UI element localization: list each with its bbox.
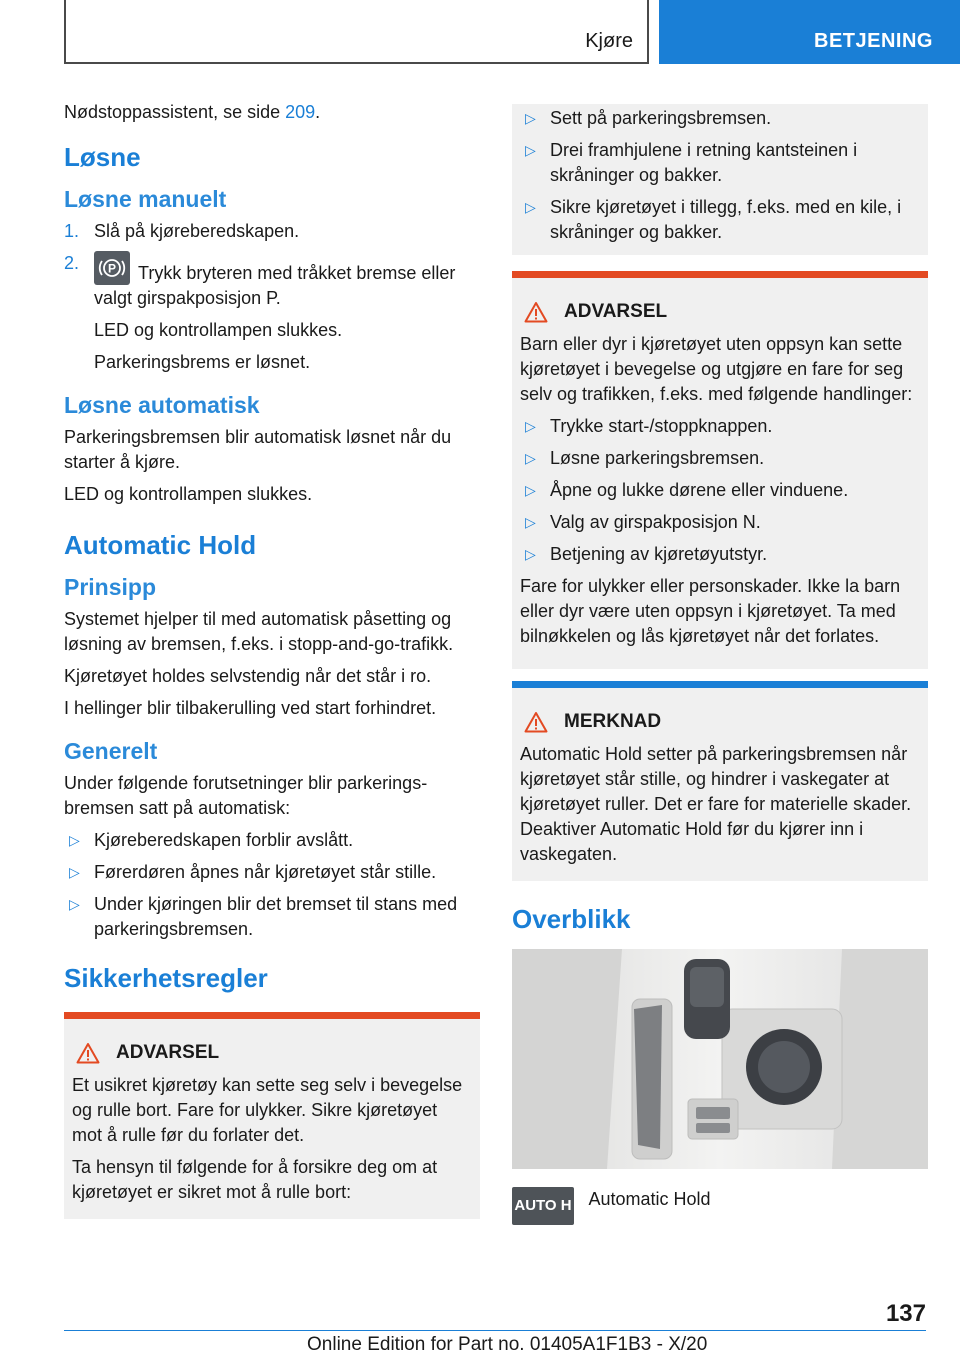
bullet-triangle-icon: ▷ [525,546,536,562]
note-box [512,681,928,881]
step-sub-text: LED og kontrollampen slukkes. [94,320,343,340]
bullet-triangle-icon: ▷ [525,514,536,530]
heading-losne-manuelt: Løsne manuelt [64,186,227,212]
list-item-text: Sikre kjøretøyet i tillegg, f.eks. med en kile, i skråninger og bakker. [550,197,902,242]
bullet-triangle-icon: ▷ [525,110,536,126]
warning-title [72,1041,472,1065]
warning-box-left [64,1012,480,1219]
warning-paragraph-2: Fare for ulykker eller personskader. Ikke la barn eller dyr være uten oppsyn i kjøretøyet. Ta med bilnøkkelen og lås kjøretøyet når det forlates. [520,576,901,646]
list-item-text: Drei framhjulene i retning kantsteinen i skråninger og bakker. [550,140,858,185]
step-2 [64,251,480,311]
auto-paragraph-2: LED og kontrollampen slukkes. [64,484,313,504]
prinsipp-paragraph-3: I hellinger blir tilbakerulling ved start forhindret. [64,698,437,718]
list-item [520,106,920,131]
warning-triangle-icon [76,1042,100,1064]
list-item [520,478,920,503]
list-item-text: Trykke start-/stoppknappen. [550,416,773,436]
list-item [64,828,480,853]
footer-edition: Online Edition for Part no. 01405A1F1B3 - X/20 [307,1334,708,1355]
list-item-text: Kjøreberedskapen forblir avslått. [94,830,354,850]
list-item [520,195,920,245]
left-column [64,100,480,1219]
autoh-caption: Automatic Hold [588,1189,711,1209]
bullet-triangle-icon: ▷ [69,832,80,848]
step-number: 1. [64,221,80,241]
list-item-text: Under kjøringen blir det bremset til stans med parkeringsbremsen. [94,894,458,939]
step-number: 2. [64,253,80,273]
note-title [520,710,920,734]
bullet-triangle-icon: ▷ [69,864,80,880]
header-section: BETJENING [814,30,933,52]
warning-title-text: ADVARSEL [564,301,668,322]
prinsipp-paragraph-1: Systemet hjelper til med automatisk påsetting og løsning av bremsen, f.eks. i stopp-and-go-trafikk. [64,609,454,654]
generelt-paragraph: Under følgende forutsetninger blir parkeringsbremsen satt på automatisk: [64,773,428,818]
header-chapter-box [64,0,649,64]
list-item-text: Åpne og lukke dørene eller vinduene. [550,480,849,500]
warning-paragraph-1: Barn eller dyr i kjøretøyet uten oppsyn kan sette kjøretøyet i bevegelse og utgjøre en fare for seg selv og trafikken, f.eks. med følgende handlinger: [520,334,913,404]
footer-divider [64,1330,926,1331]
heading-overblikk: Overblikk [512,904,631,934]
intro-text: Nødstoppassistent, se side [64,102,286,122]
bullet-triangle-icon: ▷ [525,142,536,158]
list-item [520,138,920,188]
list-item-text: Valg av girspakposisjon N. [550,512,761,532]
continued-list-box [512,104,928,255]
bullet-triangle-icon: ▷ [525,418,536,434]
note-title-text: MERKNAD [564,711,662,732]
intro-end: . [315,102,321,122]
list-item-text: Sett på parkeringsbremsen. [550,108,772,128]
auto-paragraph-1: Parkeringsbremsen blir automatisk løsnet når du starter å kjøre. [64,427,452,472]
step-1 [64,219,480,244]
list-item-text: Førerdøren åpnes når kjøretøyet står stille. [94,862,437,882]
heading-prinsipp: Prinsipp [64,574,157,600]
step-text: Slå på kjøreberedskapen. [94,221,300,241]
heading-sikkerhetsregler: Sikkerhetsregler [64,963,268,993]
list-item [64,860,480,885]
list-item-text: Betjening av kjøretøyutstyr. [550,544,768,564]
warning-box-right [512,271,928,669]
warning-title [520,300,920,324]
warning-title-text: ADVARSEL [116,1042,220,1063]
heading-generelt: Generelt [64,738,158,764]
autoh-legend [512,1187,928,1225]
prinsipp-paragraph-2: Kjøretøyet holdes selvstendig når det står i ro. [64,666,432,686]
header-section-tab [659,0,960,64]
warning-paragraph-1: Et usikret kjøretøy kan sette seg selv i bevegelse og rulle bort. Fare for ulykker. Sikre kjøretøyet mot å rulle før du forlater det. [72,1075,463,1145]
center-console-photo [512,949,928,1169]
step-2-result-2 [64,350,480,375]
heading-losne: Løsne [64,142,141,172]
page-number: 137 [885,1300,926,1327]
warning-paragraph-2: Ta hensyn til følgende for å forsikre deg om at kjøretøyet er sikret mot å rulle bort: [72,1157,438,1202]
list-item [520,414,920,439]
bullet-triangle-icon: ▷ [525,482,536,498]
bullet-triangle-icon: ▷ [69,896,80,912]
header-chapter: Kjøre [585,30,633,52]
intro-paragraph [64,100,480,125]
step-2-result-1 [64,318,480,343]
step-text: Trykk bryteren med tråkket bremse eller valgt girspakposisjon P. [94,263,456,308]
svg-text:P: P [107,261,117,276]
auto-h-button-icon: AUTO H [512,1187,574,1225]
list-item [64,892,480,942]
parking-brake-button-icon [94,251,130,285]
list-item [520,542,920,567]
warning-triangle-icon [524,301,548,323]
heading-losne-automatisk: Løsne automatisk [64,392,260,418]
note-paragraph: Automatic Hold setter på parkeringsbremsen når kjøretøyet står stille, og hindrer i vaskegater at kjøretøyet ruller. Det er fare for materielle skader. Deaktiver Automatic Hold før du kjører inn i vaskegaten. [520,744,912,864]
list-item [520,446,920,471]
bullet-triangle-icon: ▷ [525,450,536,466]
list-item [520,510,920,535]
bullet-triangle-icon: ▷ [525,199,536,215]
right-column [512,104,928,1225]
heading-automatic-hold: Automatic Hold [64,530,257,560]
page-link-209[interactable]: 209 [285,102,316,122]
warning-triangle-icon [524,711,548,733]
step-sub-text: Parkeringsbrems er løsnet. [94,352,311,372]
list-item-text: Løsne parkeringsbremsen. [550,448,765,468]
